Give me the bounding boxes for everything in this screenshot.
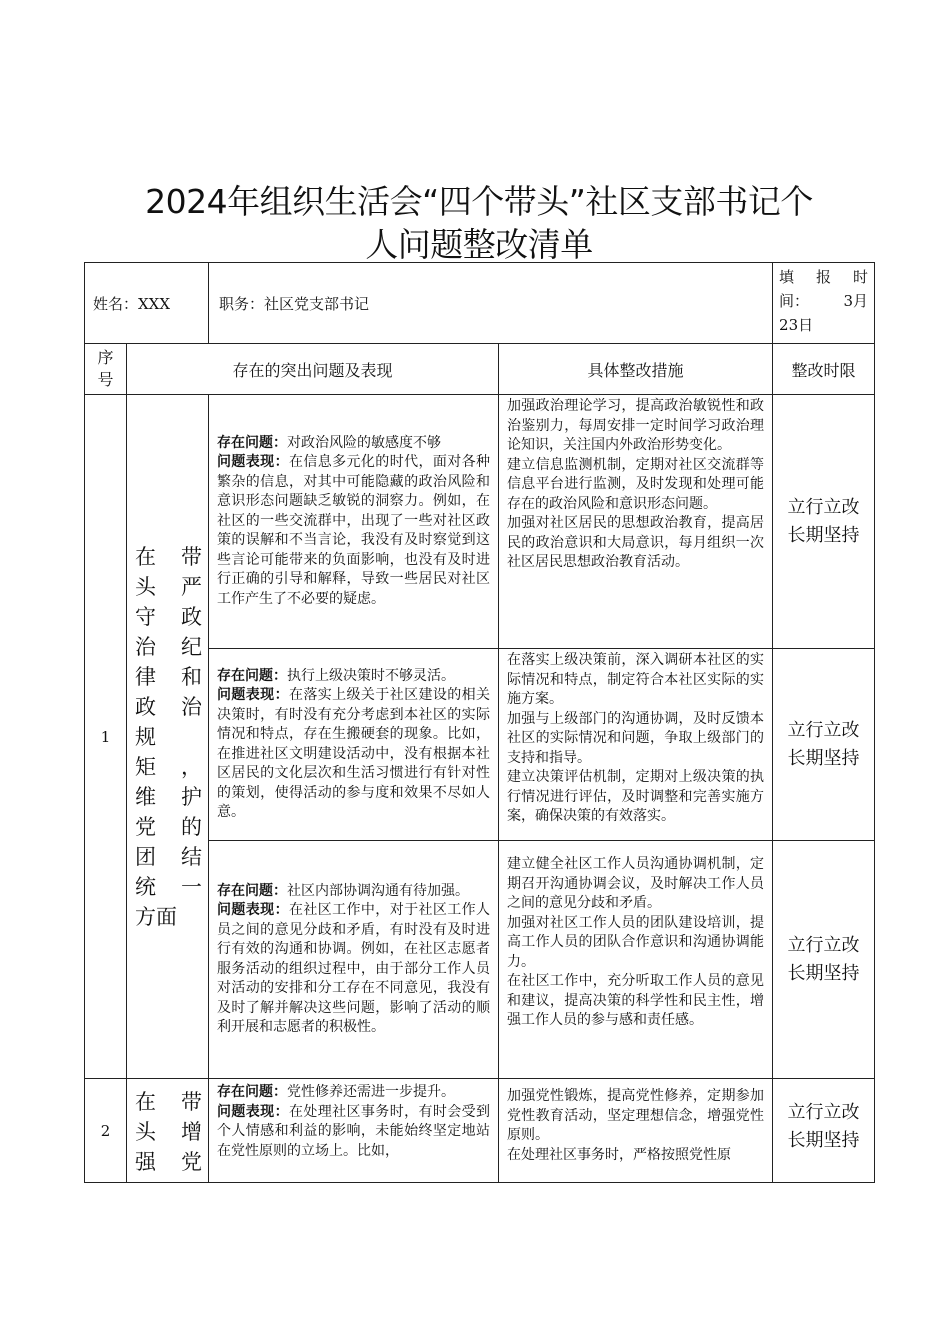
problem-text: 党性修养还需进一步提升。 (287, 1084, 456, 1100)
show-text: 在社区工作中，对于社区工作人员之间的意见分歧和矛盾，有时没有及时进行有效的沟通和协调。例如，在社区志愿者服务活动的组织过程中，由于部分工作人员对活动的安排和分工存在不同意见，我没有及时了解并解决这些问题，影响了活动的顺利开展和志愿者的积极性。 (217, 902, 491, 1035)
seq-number: 2 (85, 1079, 127, 1183)
category-char: 治 (135, 634, 156, 659)
problem-cell (209, 1079, 499, 1183)
deadline-cell (773, 1079, 875, 1183)
show-text: 在落实上级关于社区建设的相关决策时，有时没有充分考虑到本社区的实际情况和特点，存在生搬硬套的现象。比如，在推进社区文明建设活动中，没有根据本社区居民的文化层次和生活习惯进行有针对性的策划，使得活动的参与度和效果不尽如人意。 (217, 687, 491, 820)
category-line (135, 602, 202, 632)
category-char: 律 (135, 664, 156, 689)
title-line-1: 2024年组织生活会“四个带头”社区支部书记个 (145, 182, 813, 221)
measure-item: 加强党性锻炼，提高党性修养，定期参加党性教育活动，坚定理想信念，增强党性原则。 (507, 1088, 765, 1143)
category-char: 党 (135, 814, 156, 839)
category-char: 在 (135, 544, 156, 569)
category-char: 矩 (135, 754, 156, 779)
measure-cell (499, 1079, 773, 1183)
problem-header: 存在的突出问题及表现 (127, 344, 499, 395)
show-label: 问题表现： (217, 687, 289, 703)
problem-cell (209, 649, 499, 841)
problem-text: 对政治风险的敏感度不够 (287, 434, 442, 451)
category-char: 带 (181, 1090, 203, 1114)
category-line (135, 572, 202, 602)
problem-label: 存在问题： (217, 434, 288, 451)
deadline-cell (773, 841, 875, 1079)
category-char: 纪 (181, 634, 203, 659)
category-char: 党 (181, 1150, 203, 1174)
problem-cell (209, 395, 499, 649)
fill-time-char: 时 (853, 268, 869, 286)
measure-item: 加强对社区工作人员的团队建设培训，提高工作人员的团队合作意识和沟通协调能力。 (507, 914, 765, 970)
category-char: 强 (135, 1150, 156, 1174)
problem-text: 社区内部协调沟通有待加强。 (287, 882, 470, 899)
category-char: 政 (135, 694, 156, 719)
category-line (135, 632, 202, 662)
deadline-cell (773, 395, 875, 649)
column-header-row (85, 344, 875, 395)
table-row (85, 395, 875, 649)
deadline-line: 长期坚持 (787, 962, 860, 984)
category-line (135, 842, 202, 872)
problem-cell (209, 841, 499, 1079)
category-cell (127, 395, 209, 1079)
deadline-line: 立行立改 (787, 496, 860, 518)
seq-header (85, 344, 127, 395)
measure-item: 在处理社区事务时，严格按照党性原 (507, 1146, 732, 1163)
category-line (135, 692, 202, 722)
category-line (135, 872, 202, 902)
seq-header-char: 号 (97, 370, 114, 389)
show-label: 问题表现： (217, 454, 289, 471)
problem-text: 执行上级决策时不够灵活。 (287, 667, 456, 684)
category-line (135, 812, 202, 842)
problem-label: 存在问题： (217, 1084, 288, 1100)
show-label: 问题表现： (217, 1103, 289, 1120)
category-char: 治 (181, 694, 203, 719)
name-cell: 姓名：XXX (85, 263, 209, 344)
category-line (135, 662, 202, 692)
problem-label: 存在问题： (217, 667, 288, 684)
seq-number: 1 (85, 395, 127, 1079)
category-char: 维 (135, 784, 156, 809)
category-line (135, 782, 202, 812)
measure-item: 在落实上级决策前，深入调研本社区的实际情况和特点，制定符合本社区实际的实施方案。 (507, 652, 765, 707)
fill-time-char: 填 (779, 268, 795, 286)
category-line (135, 1147, 202, 1177)
seq-header-char: 序 (97, 348, 114, 367)
fill-time-label: 间： (779, 292, 810, 310)
category-line (135, 902, 202, 932)
category-line (135, 1087, 202, 1117)
category-char: 护 (181, 784, 203, 809)
category-char: 增 (181, 1120, 203, 1144)
category-char: 一 (181, 874, 203, 899)
deadline-line: 长期坚持 (787, 524, 860, 546)
measure-item: 建立决策评估机制，定期对上级决策的执行情况进行评估，及时调整和完善实施方案，确保决策的有效落实。 (507, 769, 765, 824)
measure-header: 具体整改措施 (499, 344, 773, 395)
document-title (84, 180, 874, 266)
category-char: ， (181, 754, 203, 779)
measure-item: 加强对社区居民的思想政治教育，提高居民的政治意识和大局意识，每月组织一次社区居民思想政治教育活动。 (507, 515, 765, 570)
rectification-table (84, 262, 875, 1183)
measure-cell (499, 649, 773, 841)
show-label: 问题表现： (217, 902, 289, 918)
measure-item: 建立信息监测机制，定期对社区交流群等信息平台进行监测，及时发现和处理可能存在的政治风险和意识形态问题。 (507, 456, 765, 512)
category-char: 和 (181, 664, 203, 689)
table-row (85, 1079, 875, 1183)
deadline-line: 立行立改 (787, 719, 860, 741)
deadline-header: 整改时限 (773, 344, 875, 395)
deadline-line: 长期坚持 (787, 747, 860, 769)
category-char: 守 (135, 604, 156, 629)
measure-cell (499, 841, 773, 1079)
measure-cell (499, 395, 773, 649)
category-char: 严 (181, 574, 203, 599)
category-char: 带 (181, 544, 203, 569)
deadline-line: 长期坚持 (787, 1130, 860, 1151)
fill-time-cell (773, 263, 875, 344)
category-char: 团 (135, 844, 156, 869)
measure-item: 在社区工作中，充分听取工作人员的意见和建议，提高决策的科学性和民主性，增强工作人员的参与感和责任感。 (507, 973, 765, 1028)
fill-time-char: 报 (816, 268, 832, 286)
title-line-2: 人问题整改清单 (365, 225, 593, 264)
category-line (135, 752, 202, 782)
category-char: 统 (135, 874, 156, 899)
show-text: 在信息多元化的时代，面对各种繁杂的信息，对其中可能隐藏的政治风险和意识形态问题缺乏敏锐的洞察力。例如，在社区的一些交流群中，出现了一些对社区政策的误解和不当言论，我没有及时察觉到这些言论可能带来的负面影响，也没有及时进行正确的引导和解释，导致一些居民对社区工作产生了不必要的疑虑。 (217, 454, 491, 607)
category-char: 方面 (135, 904, 177, 929)
measure-item: 加强与上级部门的沟通协调，及时反馈本社区的实际情况和问题，争取上级部门的支持和指导。 (507, 710, 765, 766)
category-line (135, 542, 202, 572)
category-line (135, 722, 202, 752)
category-char: 头 (135, 574, 156, 599)
category-char: 在 (135, 1090, 156, 1114)
show-text: 在处理社区事务时，有时会受到个人情感和利益的影响，未能始终坚定地站在党性原则的立场上。比如， (217, 1103, 491, 1159)
deadline-line: 立行立改 (787, 1102, 860, 1123)
measure-item: 建立健全社区工作人员沟通协调机制，定期召开沟通协调会议，及时解决工作人员之间的意见分歧和矛盾。 (507, 856, 765, 911)
deadline-cell (773, 649, 875, 841)
category-line (135, 1117, 202, 1147)
category-cell (127, 1079, 209, 1183)
category-char: 的 (181, 814, 203, 839)
deadline-line: 立行立改 (787, 934, 860, 956)
category-char: 规 (135, 724, 156, 749)
category-char: 政 (181, 604, 203, 629)
category-char: 头 (135, 1120, 156, 1144)
duty-cell: 职务：社区党支部书记 (209, 263, 773, 344)
fill-time-month: 3月 (843, 292, 869, 310)
category-char: 结 (181, 844, 203, 869)
problem-label: 存在问题： (217, 882, 288, 899)
info-row (85, 263, 875, 344)
measure-item: 加强政治理论学习，提高政治敏锐性和政治鉴别力，每周安排一定时间学习政治理论知识，关注国内外政治形势变化。 (507, 398, 765, 453)
fill-time-day: 23日 (779, 316, 814, 334)
